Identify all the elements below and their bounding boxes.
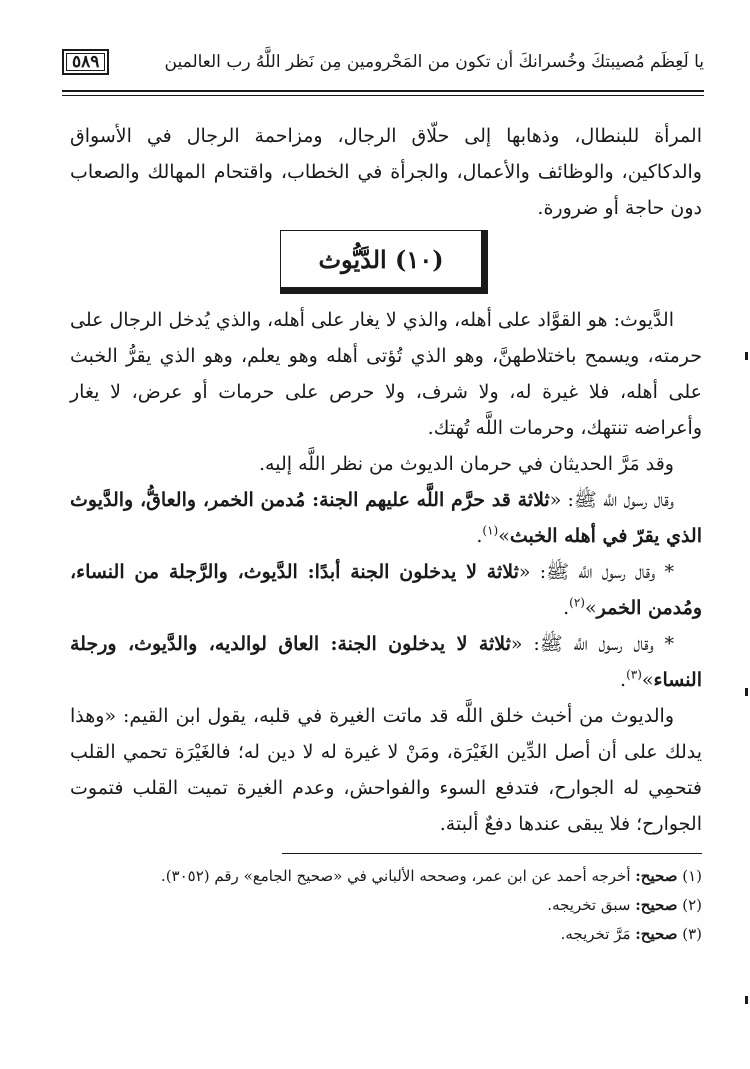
scan-mark (745, 688, 748, 696)
hadith-3: * وقال رسول اللَّه ﷺ: «ثلاثة لا يدخلون الجنة: العاق لوالديه، والدَّيوث، ورجلة النساء»$^{(٣)}$. (70, 633, 702, 691)
footnote-3: (٣) صحيح: مَرَّ تخريجه. (560, 925, 702, 943)
footnote-2: (٢) صحيح: سبق تخريجه. (547, 896, 702, 914)
header-rule (62, 90, 704, 92)
definition-paragraph: الدَّيوث: هو القوَّاد على أهله، والذي لا يغار على أهله، والذي يُدخل الرجال على حرمته، ويسمح باختلاطهنَّ، وهو الذي تُؤتى أهله وهو يعلم، وهو الذي يقرُّ الخبث على أهله، فلا غيرة له، ولا شرف، ولا حرص على حرمات أو عرض، لا يغار وأعراضه تنتهك، وحرمات اللَّه تُهتك. (70, 309, 702, 439)
running-header (62, 38, 704, 86)
footnotes (70, 862, 702, 949)
ibn-qayyim-paragraph: والديوث من أخبث خلق اللَّه قد ماتت الغيرة في قلبه، يقول ابن القيم: «وهذا يدلك على أن أصل الدِّين الغَيْرَة، ومَنْ لا غيرة له لا دين له؛ فالغَيْرَة تحمي القلب فتحمِي له الجوارح، فتدفع السوء والفواحش، وعدم الغيرة تميت القلب فتموت الجوارح؛ فلا يبقى عندها دفعٌ ألبتة. (70, 705, 702, 835)
section-title: (١٠) الدَّيُّوث (318, 244, 444, 274)
page-number: ٥٨٩ (62, 49, 109, 75)
hadith-text: ثلاثة قد حرَّم اللَّه عليهم الجنة: مُدمن الخمر، والعاقُّ، والدَّيوث الذي يقرّ في أهله الخبث (70, 489, 702, 547)
footnote-1: (١) صحيح: أخرجه أحمد عن ابن عمر، وصححه الألباني في «صحيح الجامع» رقم (٣٠٥٢). (160, 867, 702, 885)
header-title: يا لَعِظَم مُصيبتكَ وخُسرانكَ أن تكون من المَحْرومين مِن نَظر اللَّهُ رب العالمين (164, 52, 704, 72)
header-rule-thin (62, 95, 704, 96)
footnote-ref: (١) (482, 523, 499, 538)
paragraph: المرأة للبنطال، وذهابها إلى حلّاق الرجال، ومزاحمة الرجال في الأسواق والدكاكين، والوظائف والأعمال، والجرأة في الخطاب، واقتحام المهالك والصعاب دون حاجة أو ضرورة. (70, 125, 702, 219)
hadith-text: ثلاثة لا يدخلون الجنة: العاق لوالديه، والدَّيوث، ورجلة النساء (70, 633, 702, 691)
scan-mark (745, 996, 748, 1004)
scan-mark (745, 352, 748, 360)
hadith-text: ثلاثة لا يدخلون الجنة أبدًا: الدَّيوث، والرَّجلة من النساء، ومُدمن الخمر (70, 561, 702, 619)
footnote-separator (282, 853, 702, 854)
hadith-1: وقال رسول اللَّه ﷺ: «ثلاثة قد حرَّم اللَّه عليهم الجنة: مُدمن الخمر، والعاقُّ، والدَّيوث الذي يقرّ في أهله الخبث»$^{(١)}$. (70, 489, 702, 547)
continuation-paragraph (70, 118, 702, 226)
section-heading-box (280, 230, 488, 294)
intro-line: وقد مَرَّ الحديثان في حرمان الديوث من نظر اللَّه إليه. (259, 453, 674, 475)
footnote-ref: (٢) (569, 595, 585, 610)
main-text (70, 302, 702, 842)
footnote-ref: (٣) (626, 667, 642, 682)
hadith-2: * وقال رسول اللَّه ﷺ: «ثلاثة لا يدخلون الجنة أبدًا: الدَّيوث، والرَّجلة من النساء، ومُدمن الخمر»$^{(٢)}$. (70, 561, 702, 619)
